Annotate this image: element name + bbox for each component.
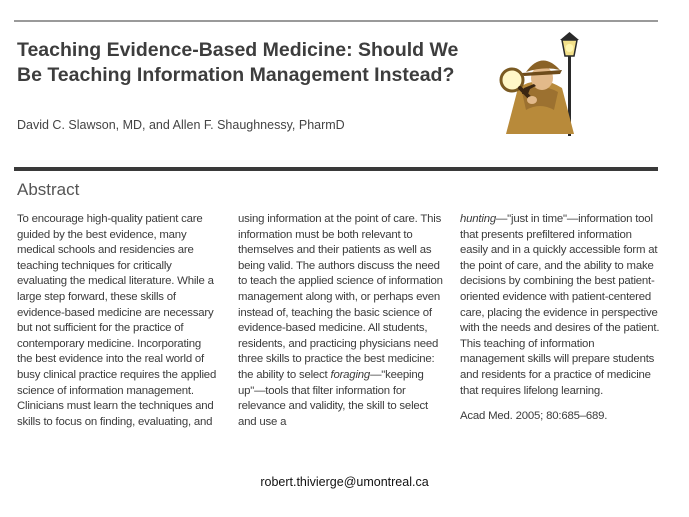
abstract-column-3 — [460, 212, 660, 425]
citation: Acad Med. 2005; 80:685–689. — [460, 410, 608, 423]
abstract-paragraph-3 — [460, 212, 660, 399]
abstract-text-3: —"just in time"—information tool that presents prefiltered information easily and in a quickly accessible form at the point of care, and the ability to make decisions by combining the best patient-oriented evidence with patient-centered care, placing the evidence in perspective with the needs and desires of the patient. This teaching of information management skills will prepare students and residents for a practice of medicine that requires lifelong learning. — [460, 213, 660, 397]
abstract-paragraph-1: To encourage high-quality patient care guided by the best evidence, many medical schools and residencies are teaching techniques for critically evaluating the medical literature. While a large step forward, these skills of evidence-based medicine are necessary but not sufficient for the practice of contemporary medicine. Incorporating the best evidence into the real world of busy clinical practice requires the applied science of information management. Clinicians must learn the techniques and skills to focus on finding, evaluating, and — [17, 213, 217, 428]
top-divider — [14, 20, 658, 22]
abstract-heading: Abstract — [17, 180, 80, 199]
contact-email: robert.thivierge@umontreal.ca — [260, 475, 429, 489]
section-divider — [14, 167, 658, 171]
hunting-term: hunting — [460, 213, 496, 225]
article-title: Teaching Evidence-Based Medicine: Should We Be Teaching Information Management Instead? — [17, 39, 459, 86]
abstract-column-1 — [17, 212, 219, 430]
abstract-paragraph-2 — [238, 212, 448, 430]
abstract-text-2b: —"keeping up"—tools that filter information for relevance and validity, the skill to select and use a — [238, 368, 428, 428]
abstract-text-2a: using information at the point of care. This information must be both relevant to themselves and their patients as well as being valid. The authors discuss the need to teach the applied science of information management along with, or perhaps even instead of, teaching the basic science of evidence-based medicine. All students, residents, and practicing physicians need three skills to practice the best medicine: the ability to select — [238, 213, 443, 381]
abstract-column-2 — [238, 212, 448, 430]
detective-with-magnifying-glass-icon — [488, 26, 592, 136]
article-authors: David C. Slawson, MD, and Allen F. Shaughnessy, PharmD — [17, 118, 345, 132]
foraging-term: foraging — [330, 368, 371, 381]
